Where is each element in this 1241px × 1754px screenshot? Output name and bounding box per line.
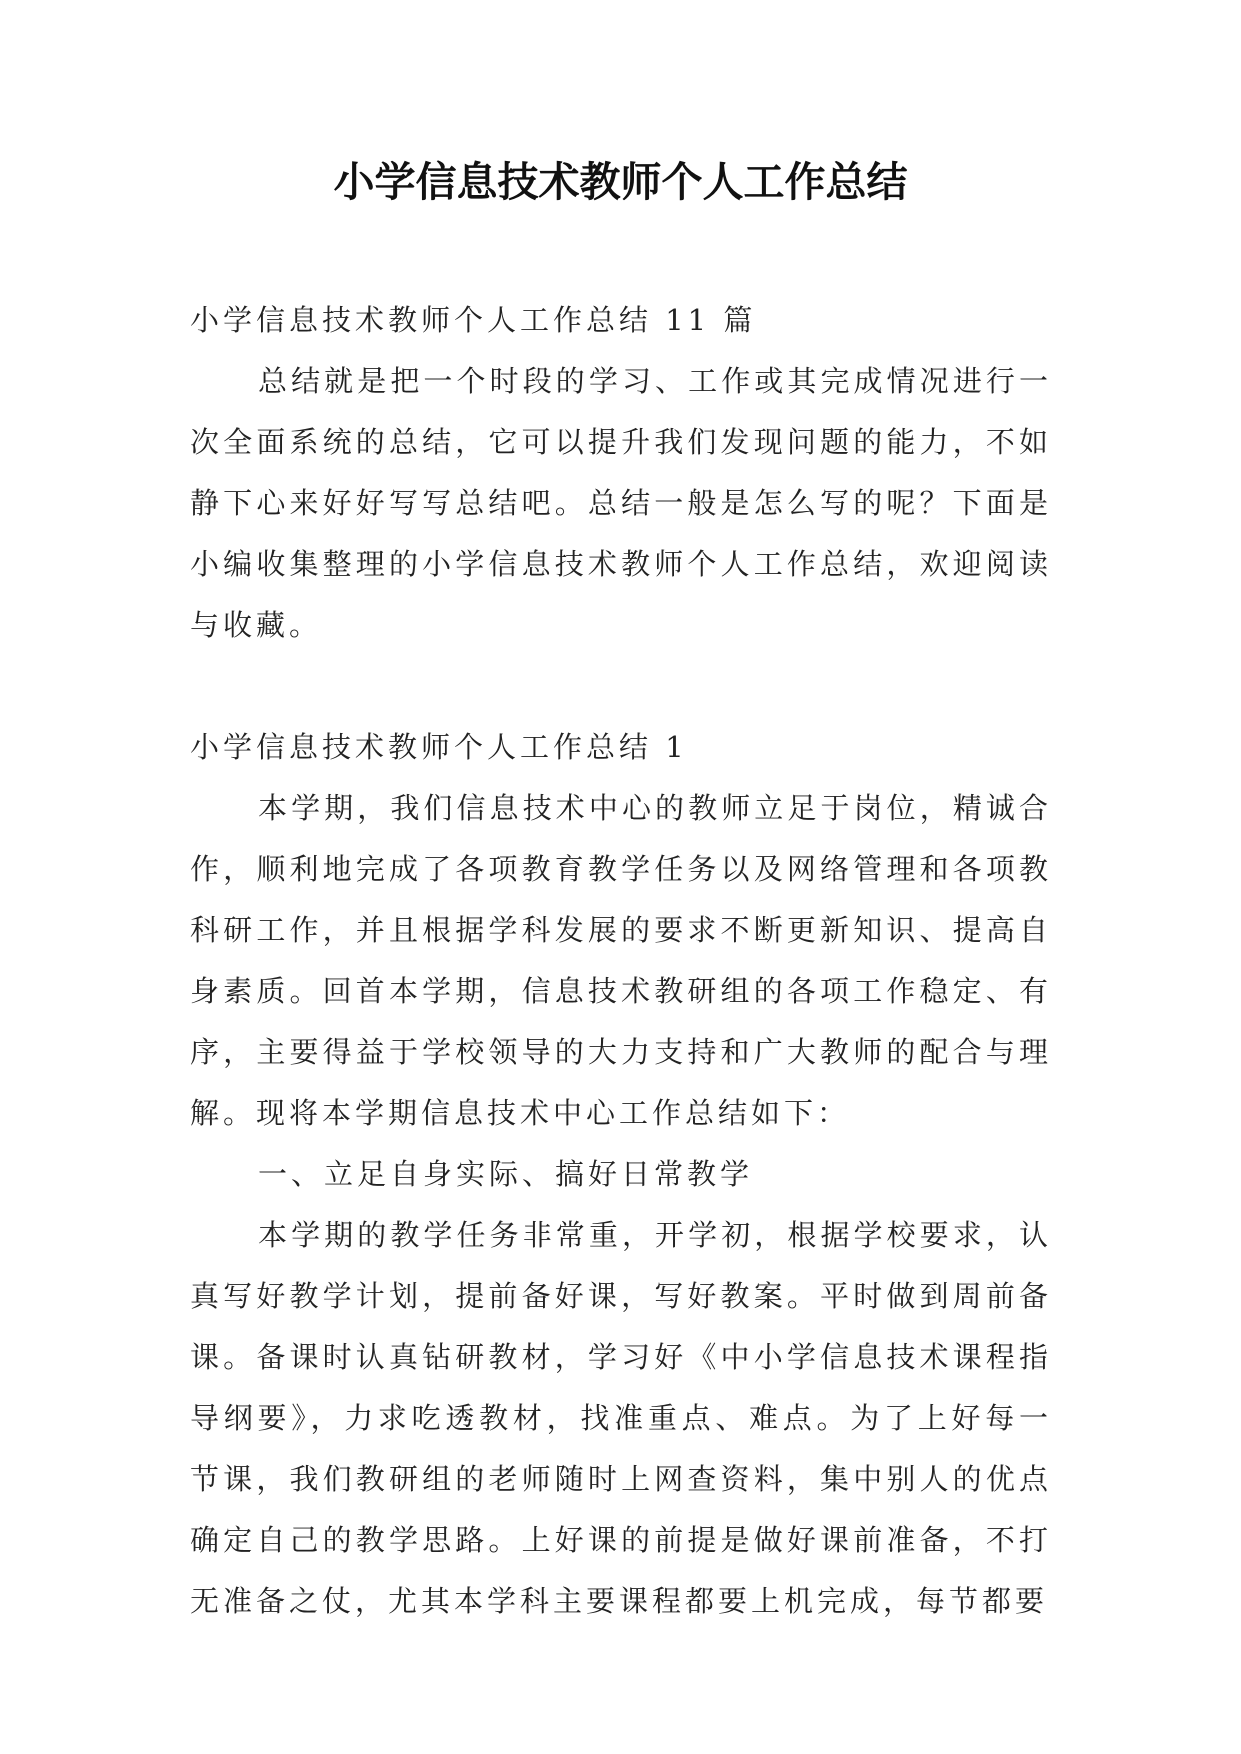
document-title: 小学信息技术教师个人工作总结 <box>333 158 908 206</box>
section-paragraph-1: 本学期，我们信息技术中心的教师立足于岗位，精诚合作，顺利地完成了各项教育教学任务以及网络管理和各项教科研工作，并且根据学科发展的要求不断更新知识、提高自身素质。回首本学期，信息技术教研组的各项工作稳定、有序，主要得益于学校领导的大力支持和广大教师的配合与理解。现将本学期信息技术中心工作总结如下： <box>190 791 1052 1130</box>
intro-paragraph: 总结就是把一个时段的学习、工作或其完成情况进行一次全面系统的总结，它可以提升我们发现问题的能力，不如静下心来好好写写总结吧。总结一般是怎么写的呢？下面是小编收集整理的小学信息技术教师个人工作总结，欢迎阅读与收藏。 <box>190 364 1052 642</box>
section-heading: 小学信息技术教师个人工作总结 1 <box>190 730 688 764</box>
section-paragraph-2: 本学期的教学任务非常重，开学初，根据学校要求，认真写好教学计划，提前备好课，写好教案。平时做到周前备课。备课时认真钻研教材，学习好《中小学信息技术课程指导纲要》，力求吃透教材，找准重点、难点。为了上好每一节课，我们教研组的老师随时上网查资料，集中别人的优点确定自己的教学思路。上好课的前提是做好课前准备，不打无准备之仗，尤其本学科主要课程都要上机完成，每节都要 <box>190 1218 1052 1618</box>
section-spacer <box>190 656 1052 717</box>
section-point-heading: 一、立足自身实际、搞好日常教学 <box>258 1157 754 1191</box>
document-subtitle: 小学信息技术教师个人工作总结 11 篇 <box>190 303 757 337</box>
document-body <box>190 290 1052 1632</box>
